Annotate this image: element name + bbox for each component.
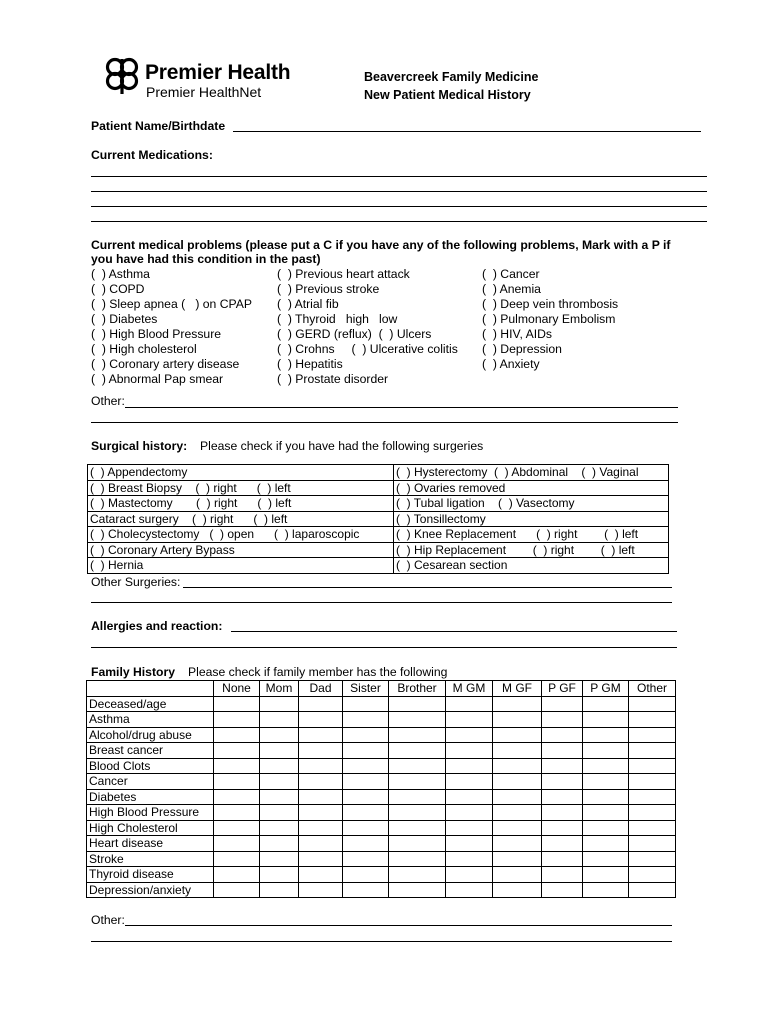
family-check-cell[interactable]: [299, 820, 343, 836]
family-check-cell[interactable]: [299, 696, 343, 712]
family-check-cell[interactable]: [343, 882, 389, 898]
family-row: [87, 712, 676, 728]
medications-line-3[interactable]: [91, 206, 707, 207]
family-check-cell[interactable]: [629, 789, 676, 805]
problem-item-1-6[interactable]: ( ) High cholesterol: [91, 342, 197, 356]
family-check-cell[interactable]: [583, 836, 629, 852]
surgery-item-right[interactable]: ( ) Hysterectomy ( ) Abdominal ( ) Vaginal: [394, 465, 669, 481]
allergies-label: Allergies and reaction:: [91, 619, 223, 633]
family-check-cell[interactable]: [389, 743, 446, 759]
family-check-cell[interactable]: [299, 836, 343, 852]
premier-health-logo-icon: [103, 55, 141, 95]
practice-name: Beavercreek Family Medicine: [364, 70, 539, 84]
family-check-cell[interactable]: [389, 789, 446, 805]
family-check-cell[interactable]: [299, 805, 343, 821]
family-check-cell[interactable]: [493, 882, 542, 898]
family-check-cell[interactable]: [446, 836, 493, 852]
family-check-cell[interactable]: [493, 774, 542, 790]
family-check-cell[interactable]: [214, 789, 260, 805]
problem-item-2-6[interactable]: ( ) Crohns ( ) Ulcerative colitis: [277, 342, 458, 356]
problem-item-3-5[interactable]: ( ) HIV, AIDs: [482, 327, 552, 341]
family-check-cell[interactable]: [299, 727, 343, 743]
family-check-cell[interactable]: [260, 758, 299, 774]
family-check-cell[interactable]: [389, 882, 446, 898]
family-check-cell[interactable]: [493, 758, 542, 774]
family-check-cell[interactable]: [542, 743, 583, 759]
problem-item-1-8[interactable]: ( ) Abnormal Pap smear: [91, 372, 224, 386]
surgery-item-left[interactable]: ( ) Hernia: [88, 558, 394, 574]
family-check-cell[interactable]: [446, 882, 493, 898]
family-check-cell[interactable]: [629, 867, 676, 883]
family-condition-label: Breast cancer: [87, 743, 214, 759]
problem-item-3-1[interactable]: ( ) Cancer: [482, 267, 540, 281]
family-check-cell[interactable]: [299, 789, 343, 805]
family-condition-label: Cancer: [87, 774, 214, 790]
problem-item-2-7[interactable]: ( ) Hepatitis: [277, 357, 343, 371]
family-check-cell[interactable]: [629, 743, 676, 759]
family-condition-label: Blood Clots: [87, 758, 214, 774]
problems-other-label: Other:: [91, 394, 125, 408]
family-check-cell[interactable]: [214, 712, 260, 728]
family-condition-label: High Cholesterol: [87, 820, 214, 836]
problems-heading-1: Current medical problems (please put a C if you have any of the following problems, Mark with a P if: [91, 238, 671, 252]
patient-name-label: Patient Name/Birthdate: [91, 119, 226, 133]
problems-heading-2: you have had this condition in the past): [91, 252, 321, 266]
family-check-cell[interactable]: [629, 712, 676, 728]
family-check-cell[interactable]: [214, 836, 260, 852]
family-check-cell[interactable]: [299, 712, 343, 728]
family-check-cell[interactable]: [446, 851, 493, 867]
surgery-item-right[interactable]: ( ) Hip Replacement ( ) right ( ) left: [394, 542, 669, 558]
family-condition-label: Deceased/age: [87, 696, 214, 712]
family-condition-label: Asthma: [87, 712, 214, 728]
family-row: [87, 727, 676, 743]
other-surgeries-line-1[interactable]: [183, 587, 672, 588]
family-check-cell[interactable]: [542, 727, 583, 743]
family-check-cell[interactable]: [446, 820, 493, 836]
family-column-header: Brother: [389, 681, 446, 697]
problem-item-1-7[interactable]: ( ) Coronary artery disease: [91, 357, 240, 371]
medications-label: Current Medications:: [91, 148, 213, 162]
family-check-cell[interactable]: [493, 696, 542, 712]
family-check-cell[interactable]: [389, 820, 446, 836]
family-column-header: Sister: [343, 681, 389, 697]
family-check-cell[interactable]: [389, 774, 446, 790]
family-condition-label: Stroke: [87, 851, 214, 867]
family-check-cell[interactable]: [542, 696, 583, 712]
surgery-row: [88, 496, 669, 512]
other-surgeries-line-2[interactable]: [91, 602, 672, 603]
family-check-cell[interactable]: [260, 867, 299, 883]
family-check-cell[interactable]: [583, 712, 629, 728]
family-check-cell[interactable]: [542, 758, 583, 774]
family-check-cell[interactable]: [299, 743, 343, 759]
family-check-cell[interactable]: [260, 836, 299, 852]
family-check-cell[interactable]: [446, 727, 493, 743]
family-check-cell[interactable]: [299, 758, 343, 774]
family-column-header: Other: [629, 681, 676, 697]
family-check-cell[interactable]: [629, 758, 676, 774]
family-condition-label: High Blood Pressure: [87, 805, 214, 821]
family-check-cell[interactable]: [583, 696, 629, 712]
family-check-cell[interactable]: [299, 882, 343, 898]
family-check-cell[interactable]: [446, 696, 493, 712]
family-check-cell[interactable]: [260, 805, 299, 821]
family-check-cell[interactable]: [343, 851, 389, 867]
family-row: [87, 867, 676, 883]
surgery-item-left[interactable]: Cataract surgery ( ) right ( ) left: [88, 511, 394, 527]
family-condition-label: Depression/anxiety: [87, 882, 214, 898]
family-check-cell[interactable]: [260, 789, 299, 805]
surgical-instruction: Please check if you have had the following surgeries: [200, 439, 484, 453]
family-row: [87, 805, 676, 821]
family-condition-label: Alcohol/drug abuse: [87, 727, 214, 743]
family-row: [87, 774, 676, 790]
surgery-item-left[interactable]: ( ) Coronary Artery Bypass: [88, 542, 394, 558]
family-check-cell[interactable]: [214, 774, 260, 790]
other-surgeries-label: Other Surgeries:: [91, 575, 181, 589]
problem-item-3-6[interactable]: ( ) Depression: [482, 342, 562, 356]
family-check-cell[interactable]: [542, 836, 583, 852]
family-other-line-1[interactable]: [125, 925, 672, 926]
family-check-cell[interactable]: [343, 820, 389, 836]
family-check-cell[interactable]: [260, 712, 299, 728]
surgery-item-right[interactable]: ( ) Cesarean section: [394, 558, 669, 574]
family-check-cell[interactable]: [260, 820, 299, 836]
family-check-cell[interactable]: [446, 774, 493, 790]
allergies-line-2[interactable]: [91, 647, 677, 648]
family-row: [87, 820, 676, 836]
family-check-cell[interactable]: [260, 774, 299, 790]
family-check-cell[interactable]: [542, 867, 583, 883]
surgery-row: [88, 480, 669, 496]
family-check-cell[interactable]: [583, 851, 629, 867]
family-check-cell[interactable]: [493, 867, 542, 883]
family-column-header: Dad: [299, 681, 343, 697]
family-check-cell[interactable]: [583, 882, 629, 898]
family-check-cell[interactable]: [214, 851, 260, 867]
problems-other-line-1[interactable]: [125, 407, 678, 408]
family-column-header: P GF: [542, 681, 583, 697]
problem-item-1-5[interactable]: ( ) High Blood Pressure: [91, 327, 222, 341]
family-check-cell[interactable]: [446, 743, 493, 759]
problem-item-2-4[interactable]: ( ) Thyroid high low: [277, 312, 398, 326]
surgery-item-right[interactable]: ( ) Tonsillectomy: [394, 511, 669, 527]
family-row: [87, 789, 676, 805]
problem-item-1-3[interactable]: ( ) Sleep apnea ( ) on CPAP: [91, 297, 252, 311]
family-check-cell[interactable]: [583, 820, 629, 836]
family-check-cell[interactable]: [542, 805, 583, 821]
allergies-line-1[interactable]: [231, 631, 677, 632]
family-check-cell[interactable]: [542, 882, 583, 898]
family-column-header: P GM: [583, 681, 629, 697]
family-check-cell[interactable]: [343, 758, 389, 774]
family-check-cell[interactable]: [214, 805, 260, 821]
family-header-blank: [87, 681, 214, 697]
family-check-cell[interactable]: [446, 789, 493, 805]
family-check-cell[interactable]: [214, 743, 260, 759]
family-check-cell[interactable]: [299, 867, 343, 883]
family-check-cell[interactable]: [214, 867, 260, 883]
family-check-cell[interactable]: [214, 727, 260, 743]
surgery-item-left[interactable]: ( ) Mastectomy ( ) right ( ) left: [88, 496, 394, 512]
family-condition-label: Heart disease: [87, 836, 214, 852]
family-row: [87, 882, 676, 898]
family-check-cell[interactable]: [629, 851, 676, 867]
family-check-cell[interactable]: [583, 774, 629, 790]
family-check-cell[interactable]: [389, 851, 446, 867]
surgery-item-right[interactable]: ( ) Tubal ligation ( ) Vasectomy: [394, 496, 669, 512]
problem-item-2-3[interactable]: ( ) Atrial fib: [277, 297, 339, 311]
family-check-cell[interactable]: [542, 774, 583, 790]
surgical-heading: Surgical history:: [91, 439, 188, 453]
medications-line-2[interactable]: [91, 191, 707, 192]
family-row: [87, 696, 676, 712]
family-check-cell[interactable]: [343, 712, 389, 728]
family-check-cell[interactable]: [446, 712, 493, 728]
family-check-cell[interactable]: [260, 882, 299, 898]
family-check-cell[interactable]: [446, 867, 493, 883]
family-check-cell[interactable]: [343, 867, 389, 883]
surgery-item-left[interactable]: ( ) Cholecystectomy ( ) open ( ) laparoscopic: [88, 527, 394, 543]
family-column-header: M GM: [446, 681, 493, 697]
family-row: [87, 743, 676, 759]
family-check-cell[interactable]: [446, 805, 493, 821]
family-check-cell[interactable]: [389, 836, 446, 852]
family-check-cell[interactable]: [343, 696, 389, 712]
surgery-item-left[interactable]: ( ) Breast Biopsy ( ) right ( ) left: [88, 480, 394, 496]
family-check-cell[interactable]: [389, 758, 446, 774]
family-column-header: Mom: [260, 681, 299, 697]
family-check-cell[interactable]: [629, 882, 676, 898]
family-check-cell[interactable]: [583, 743, 629, 759]
surgery-item-right[interactable]: ( ) Ovaries removed: [394, 480, 669, 496]
family-check-cell[interactable]: [214, 758, 260, 774]
family-check-cell[interactable]: [260, 851, 299, 867]
medications-line-1[interactable]: [91, 176, 707, 177]
medications-line-4[interactable]: [91, 221, 707, 222]
family-check-cell[interactable]: [629, 836, 676, 852]
problem-item-2-8[interactable]: ( ) Prostate disorder: [277, 372, 389, 386]
family-check-cell[interactable]: [542, 712, 583, 728]
family-column-header: M GF: [493, 681, 542, 697]
family-check-cell[interactable]: [493, 789, 542, 805]
family-check-cell[interactable]: [446, 758, 493, 774]
problem-item-3-7[interactable]: ( ) Anxiety: [482, 357, 540, 371]
family-check-cell[interactable]: [389, 727, 446, 743]
family-check-cell[interactable]: [493, 743, 542, 759]
family-condition-label: Thyroid disease: [87, 867, 214, 883]
family-check-cell[interactable]: [493, 820, 542, 836]
surgery-row: [88, 511, 669, 527]
family-check-cell[interactable]: [343, 727, 389, 743]
family-other-line-2[interactable]: [91, 941, 672, 942]
family-check-cell[interactable]: [214, 882, 260, 898]
family-check-cell[interactable]: [343, 789, 389, 805]
problem-item-2-1[interactable]: ( ) Previous heart attack: [277, 267, 410, 281]
problem-item-3-2[interactable]: ( ) Anemia: [482, 282, 541, 296]
problem-item-3-3[interactable]: ( ) Deep vein thrombosis: [482, 297, 619, 311]
family-condition-label: Diabetes: [87, 789, 214, 805]
family-check-cell[interactable]: [542, 789, 583, 805]
family-check-cell[interactable]: [493, 836, 542, 852]
family-row: [87, 758, 676, 774]
problem-item-1-4[interactable]: ( ) Diabetes: [91, 312, 158, 326]
family-check-cell[interactable]: [260, 696, 299, 712]
problem-item-1-1[interactable]: ( ) Asthma: [91, 267, 150, 281]
surgical-table: [87, 464, 669, 574]
family-check-cell[interactable]: [260, 727, 299, 743]
family-check-cell[interactable]: [214, 820, 260, 836]
family-check-cell[interactable]: [260, 743, 299, 759]
family-row: [87, 836, 676, 852]
family-check-cell[interactable]: [343, 805, 389, 821]
family-row: [87, 851, 676, 867]
form-title: New Patient Medical History: [364, 88, 531, 102]
problems-other-line-2[interactable]: [91, 422, 678, 423]
surgery-row: [88, 558, 669, 574]
family-check-cell[interactable]: [493, 805, 542, 821]
problem-item-2-2[interactable]: ( ) Previous stroke: [277, 282, 380, 296]
family-check-cell[interactable]: [629, 820, 676, 836]
family-check-cell[interactable]: [493, 727, 542, 743]
family-check-cell[interactable]: [629, 805, 676, 821]
problem-item-3-4[interactable]: ( ) Pulmonary Embolism: [482, 312, 616, 326]
family-check-cell[interactable]: [629, 727, 676, 743]
family-check-cell[interactable]: [299, 774, 343, 790]
family-heading: Family History: [91, 665, 175, 679]
surgery-row: [88, 465, 669, 481]
family-check-cell[interactable]: [542, 851, 583, 867]
family-check-cell[interactable]: [629, 774, 676, 790]
family-check-cell[interactable]: [389, 867, 446, 883]
family-instruction: Please check if family member has the following: [188, 665, 448, 679]
surgery-row: [88, 542, 669, 558]
family-check-cell[interactable]: [583, 789, 629, 805]
problem-item-2-5[interactable]: ( ) GERD (reflux) ( ) Ulcers: [277, 327, 432, 341]
family-check-cell[interactable]: [299, 851, 343, 867]
family-check-cell[interactable]: [542, 820, 583, 836]
family-check-cell[interactable]: [343, 836, 389, 852]
family-check-cell[interactable]: [583, 758, 629, 774]
family-check-cell[interactable]: [629, 696, 676, 712]
family-check-cell[interactable]: [214, 696, 260, 712]
family-check-cell[interactable]: [493, 712, 542, 728]
patient-name-field[interactable]: [233, 131, 701, 132]
family-check-cell[interactable]: [343, 743, 389, 759]
family-other-label: Other:: [91, 913, 125, 927]
logo-name: Premier Health: [145, 61, 291, 84]
family-check-cell[interactable]: [389, 805, 446, 821]
family-check-cell[interactable]: [389, 712, 446, 728]
problem-item-1-2[interactable]: ( ) COPD: [91, 282, 145, 296]
family-check-cell[interactable]: [583, 867, 629, 883]
family-check-cell[interactable]: [389, 696, 446, 712]
family-check-cell[interactable]: [583, 805, 629, 821]
family-history-table: [86, 680, 676, 898]
family-check-cell[interactable]: [493, 851, 542, 867]
family-column-header: None: [214, 681, 260, 697]
surgery-item-right[interactable]: ( ) Knee Replacement ( ) right ( ) left: [394, 527, 669, 543]
family-check-cell[interactable]: [583, 727, 629, 743]
surgery-row: [88, 527, 669, 543]
family-check-cell[interactable]: [343, 774, 389, 790]
surgery-item-left[interactable]: ( ) Appendectomy: [88, 465, 394, 481]
logo-sub: Premier HealthNet: [146, 84, 262, 100]
